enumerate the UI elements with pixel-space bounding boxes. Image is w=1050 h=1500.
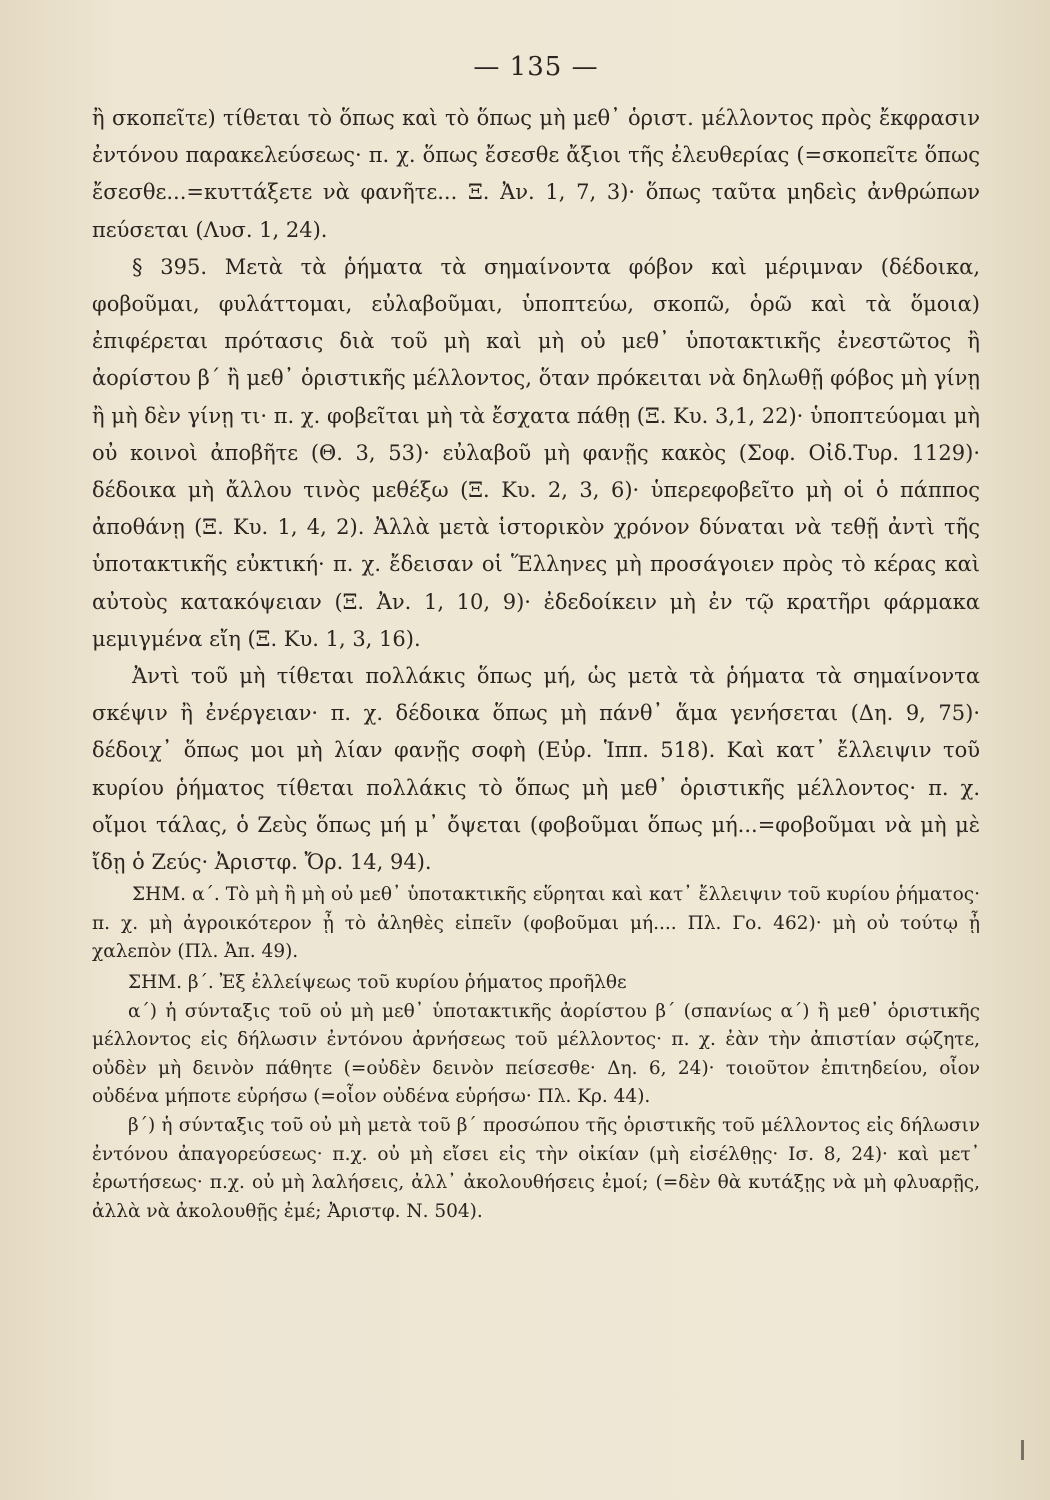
section-paragraph: § 395. Μετὰ τὰ ῥήματα τὰ σημαίνοντα φόβον καὶ μέριμναν (δέδοικα, φοβοῦμαι, φυλάττομαι, εὐλαβοῦμαι, ὑποπτεύω, σκοπῶ, ὁρῶ καὶ τὰ ὅμοια) ἐπιφέρεται πρότασις διὰ τοῦ μὴ καὶ μὴ οὐ μεθ᾽ ὑποτακτικῆς ἐνεστῶτος ἢ ἀορίστου β´ ἢ μεθ᾽ ὁριστικῆς μέλλοντος, ὅταν πρόκειται νὰ δηλωθῇ φόβος μὴ γίνῃ ἢ μὴ δὲν γίνῃ τι· π. χ. φοβεῖται μὴ τὰ ἔσχατα πάθῃ (Ξ. Κυ. 3,1, 22)· ὑποπτεύομαι μὴ οὐ κοινοὶ ἀποβῆτε (Θ. 3, 53)· εὐλαβοῦ μὴ φανῇς κακὸς (Σοφ. Οἰδ.Τυρ. 1129)· δέδοικα μὴ ἄλλου τινὸς μεθέξω (Ξ. Κυ. 2, 3, 6)· ὑπερεφοβεῖτο μὴ οἱ ὁ πάππος ἀποθάνῃ (Ξ. Κυ. 1, 4, 2). Ἀλλὰ μετὰ ἱστορικὸν χρόνον δύναται νὰ τεθῇ ἀντὶ τῆς ὑποτακτικῆς εὐκτική· π. χ. ἔδεισαν οἱ Ἕλληνες μὴ προσάγοιεν πρὸς τὸ κέρας καὶ αὐτοὺς κατακόψειαν (Ξ. Ἀν. 1, 10, 9)· ἐδεδοίκειν μὴ ἐν τῷ κρατῆρι φάρμακα μεμιγμένα εἴη (Ξ. Κυ. 1, 3, 16). <box>92 254 980 651</box>
note-subparagraph: β´) ἡ σύνταξις τοῦ οὐ μὴ μετὰ τοῦ β´ προσώπου τῆς ὁριστικῆς τοῦ μέλλοντος εἰς δήλωσιν ἐντόνου ἀπαγορεύσεως· π.χ. οὐ μὴ εἴσει εἰς τὴν οἰκίαν (μὴ εἰσέλθῃς· Ισ. 8, 24)· καὶ μετ᾽ ἐρωτήσεως· π.χ. οὐ μὴ λαλήσεις, ἀλλ᾽ ἀκολουθήσεις ἐμοί; (=δὲν θὰ κυτάξῃς νὰ μὴ φλυαρῇς, ἀλλὰ νὰ ἀκολουθῇς ἐμέ; Ἀριστφ. Ν. 504). <box>92 1115 980 1222</box>
note-subparagraph: α´) ἡ σύνταξις τοῦ οὐ μὴ μεθ᾽ ὑποτακτικῆς ἀορίστου β´ (σπανίως α´) ἢ μεθ᾽ ὁριστικῆς μέλλοντος εἰς δήλωσιν ἐντόνου ἀρνήσεως τοῦ μέλλοντος· π. χ. ἐὰν τὴν ἀπιστίαν σῴζητε, οὐδὲν μὴ δεινὸν πάθητε (=οὐδὲν δεινὸν πείσεσθε· Δη. 6, 24)· τοιοῦτον ἐπιτηδείου, οἷον οὐδένα μήποτε εὑρήσω (=οἷον οὐδένα εὑρήσω· Πλ. Κρ. 44). <box>92 1000 980 1108</box>
margin-mark <box>1021 1440 1024 1460</box>
note-heading: ΣΗΜ. β´. Ἐξ ἐλλείψεως τοῦ κυρίου ῥήματος προῆλθε <box>128 972 627 994</box>
page-number: — 135 — <box>473 52 599 82</box>
body-paragraph: ἢ σκοπεῖτε) τίθεται τὸ ὅπως καὶ τὸ ὅπως μὴ μεθ᾽ ὁριστ. μέλλοντος πρὸς ἔκφρασιν ἐντόνου παρακελεύσεως· π. χ. ὅπως ἔσεσθε ἄξιοι τῆς ἐλευθερίας (=σκοπεῖτε ὅπως ἔσεσθε...=κυττάξετε νὰ φανῆτε... Ξ. Ἀν. 1, 7, 3)· ὅπως ταῦτα μηδεὶς ἀνθρώπων πεύσεται (Λυσ. 1, 24). <box>92 106 980 242</box>
note-paragraph: ΣΗΜ. α´. Τὸ μὴ ἢ μὴ οὐ μεθ᾽ ὑποτακτικῆς εὕρηται καὶ κατ᾽ ἔλλειψιν τοῦ κυρίου ῥήματος· π. χ. μὴ ἀγροικότερον ᾖ τὸ ἀληθὲς εἰπεῖν (φοβοῦμαι μή.... Πλ. Γο. 462)· μὴ οὐ τούτῳ ᾖ χαλεπὸν (Πλ. Ἀπ. 49). <box>92 884 980 963</box>
body-paragraph: Ἀντὶ τοῦ μὴ τίθεται πολλάκις ὅπως μή, ὡς μετὰ τὰ ῥήματα τὰ σημαίνοντα σκέψιν ἢ ἐνέργειαν· π. χ. δέδοικα ὅπως μὴ πάνθ᾽ ἅμα γενήσεται (Δη. 9, 75)· δέδοιχ᾽ ὅπως μοι μὴ λίαν φανῇς σοφὴ (Εὐρ. Ἱππ. 518). Καὶ κατ᾽ ἔλλειψιν τοῦ κυρίου ῥήματος τίθεται πολλάκις τὸ ὅπως μὴ μεθ᾽ ὁριστικῆς μέλλοντος· π. χ. οἴμοι τάλας, ὁ Ζεὺς ὅπως μή μ᾽ ὄψεται (φοβοῦμαι ὅπως μή...=φοβοῦμαι νὰ μὴ μὲ ἴδῃ ὁ Ζεύς· Ἀριστφ. Ὄρ. 14, 94). <box>92 664 980 875</box>
